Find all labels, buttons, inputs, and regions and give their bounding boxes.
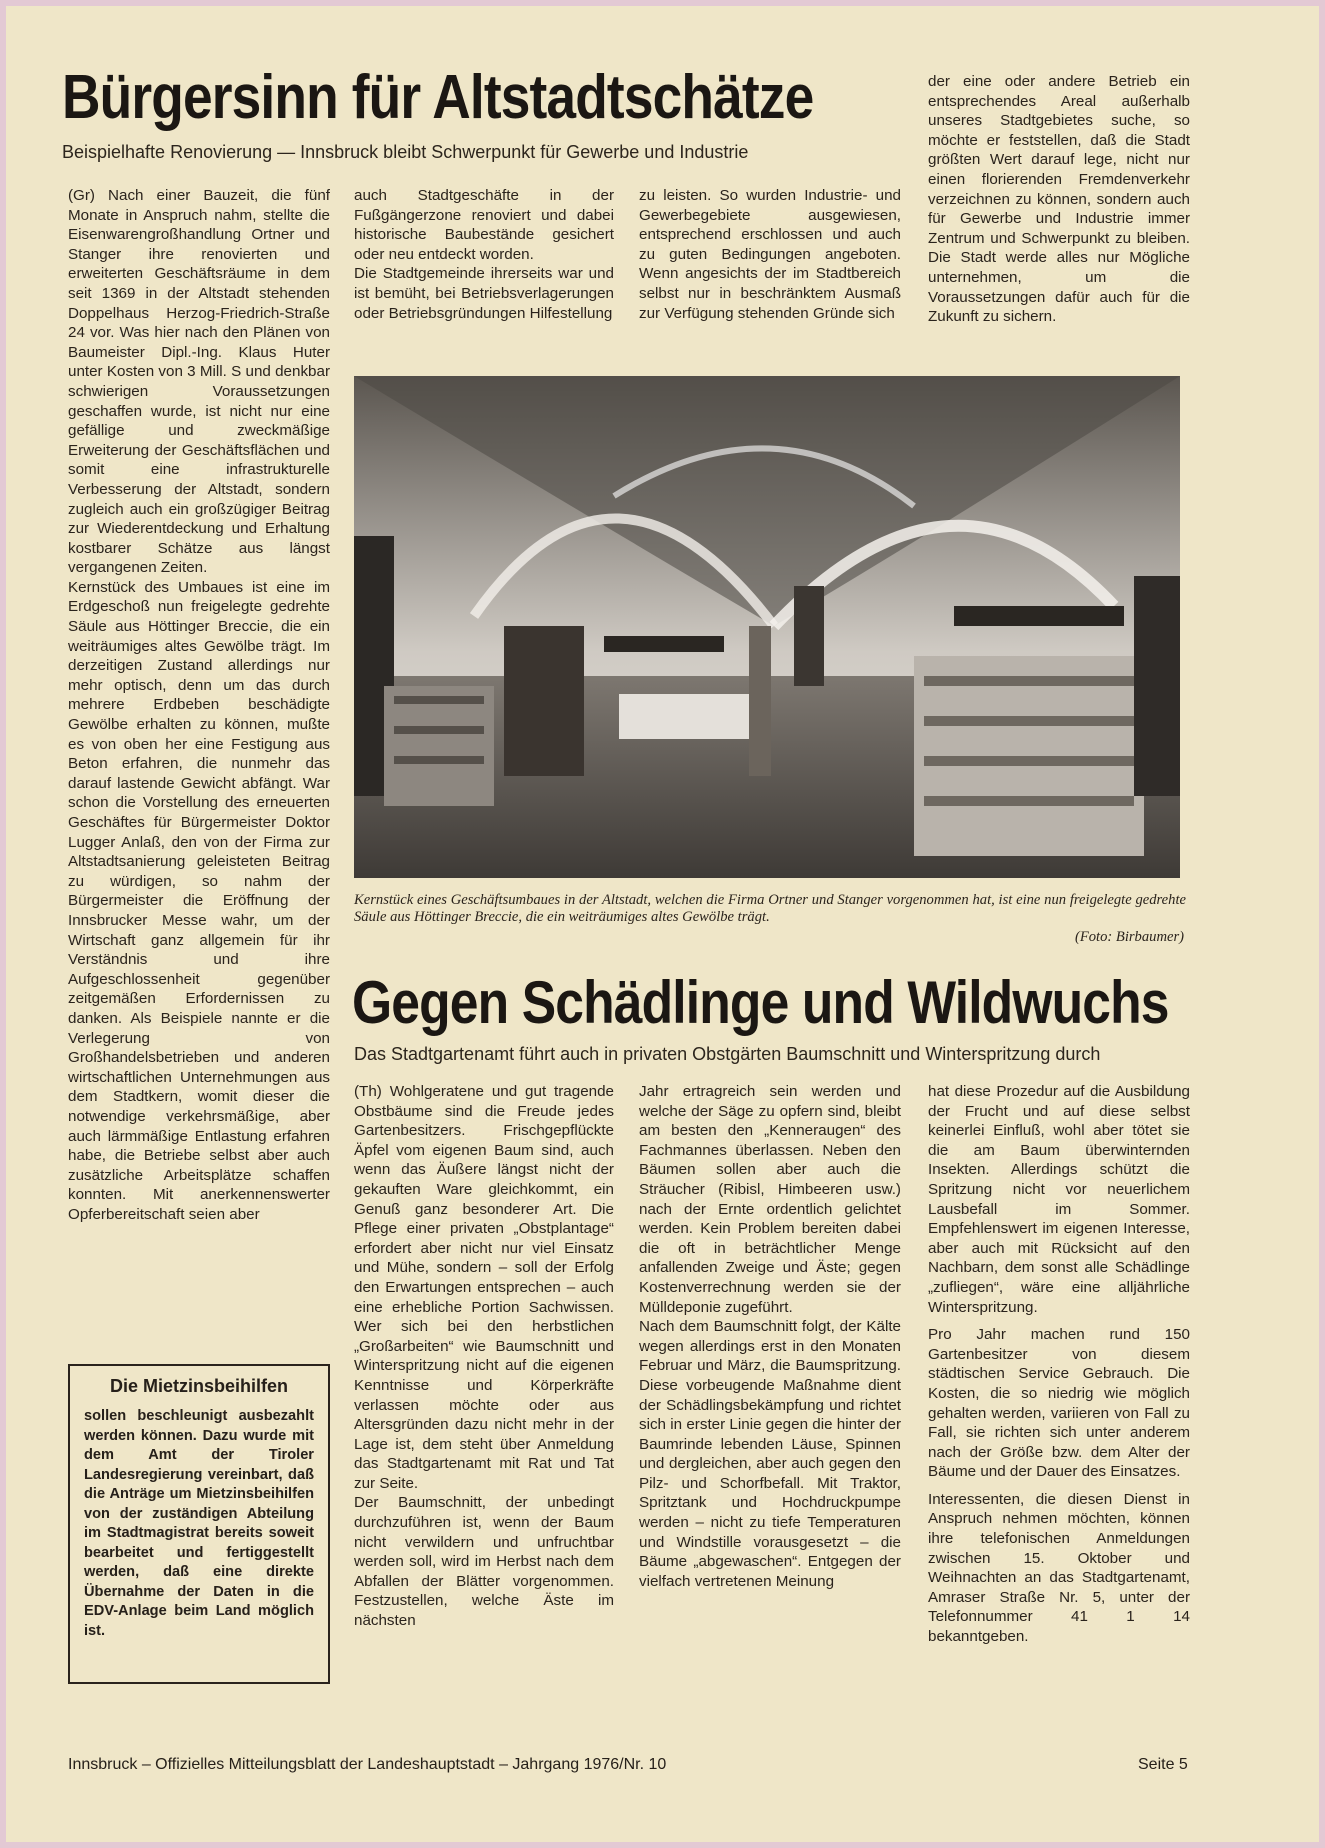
article2-paragraph: hat diese Prozedur auf die Ausbildung der Frucht und auf diese selbst keinerlei Einfluß, wohl aber tötet sie die am Baum überwinternden Insekten. Allerdings schützt die Spritzung nicht vor neuerlichem Lausbefall im Sommer. Empfehlenswert im eigenen Interesse, aber auch mit Rücksicht auf den Nachbarn, dem sonst alle Schädlinge „zufliegen“, wäre eine alljährliche Winterspritzung. [928, 1083, 1190, 1316]
info-box-title: Die Mietzinsbeihilfen [109, 1376, 289, 1396]
article2-column-1 [354, 1082, 614, 1631]
article2-paragraph: Interessenten, die diesen Dienst in Anspruch nehmen möchten, können ihre telefonischen Anmeldungen zwischen 15. Oktober und Weihnachten an das Stadtgartenamt, Amraser Straße Nr. 5, unter der Telefonnummer 41 1 14 bekanntgeben. [928, 1490, 1190, 1646]
info-box-body: sollen beschleunigt ausbezahlt werden können. Dazu wurde mit dem Amt der Tiroler Landesregierung vereinbart, daß die Anträge um Mietzinsbeihilfen von der zuständigen Abteilung im Stadtmagistrat bereits soweit bearbeitet und fertiggestellt werden, daß eine direkte Übernahme der Daten in die EDV-Anlage beim Land möglich ist. [84, 1408, 314, 1639]
article1-subtitle: Beispielhafte Renovierung — Innsbruck bleibt Schwerpunkt für Gewerbe und Industrie [62, 142, 749, 162]
article1-paragraph: Kernstück des Umbaues ist eine im Erdgeschoß nun freigelegte gedrehte Säule aus Höttinger Breccie, die ein weiträumiges altes Gewölbe trägt. Im derzeitigen Zustand allerdings nur mehr optisch, denn um das durch mehrere Erdbeben beschädigte Gewölbe erhalten zu können, mußte es von oben her eine Festigung aus Beton erfahren, die nunmehr das darauf lastende Gewicht abfängt. War schon die Vorstellung des erneuerten Geschäftes für Bürgermeister Doktor Lugger Anlaß, den von der Firma zur Altstadtsanierung geleisteten Beitrag zu würdigen, so nahm der Bürgermeister die Eröffnung der Innsbrucker Messe wahr, um der Wirtschaft ganz allgemein für ihr Verständnis und ihre Aufgeschlossenheit gegenüber zeitgemäßen Erfordernissen zu danken. Als Beispiele nannte er die Verlegerung von Großhandelsbetrieben und anderen wirtschaftlichen Unternehmungen aus dem Stadtkern, womit dieser die notwendige verkehrsmäßige, aber auch lärmmäßige Entlastung erfahren habe, die Betriebe selbst aber auch zusätzliche Arbeitsplätze schaffen konnten. Mit anerkennenswerter Opferbereitschaft seien aber [68, 578, 330, 1223]
article1-headline: Bürgersinn für Altstadtschätze [62, 63, 814, 132]
article2-paragraph: (Th) Wohlgeratene und gut tragende Obstbäume sind die Freude jedes Gartenbesitzers. Frischgepflückte Äpfel vom eigenen Baum sind, auch wenn das Äußere längst nicht der gekauften Ware gleichkommt, ein Genuß ganz besonderer Art. Die Pflege einer privaten „Obstplantage“ erfordert aber nicht nur viel Einsatz und Mühe, sondern – soll der Erfolg den Erwartungen entsprechen – auch eine erhebliche Portion Sachwissen. Wer sich bei den herbstlichen „Großarbeiten“ wie Baumschnitt und Winterspritzung nicht auf die eigenen Kenntnisse und Körperkräfte verlassen möchte oder aus Altersgründen dazu nicht mehr in der Lage ist, dem steht über Anmeldung das Stadtgartenamt mit Rat und Tat zur Seite. [354, 1083, 614, 1492]
publication-footer: Innsbruck – Offizielles Mitteilungsblatt der Landeshauptstadt – Jahrgang 1976/Nr. 10 [68, 1756, 667, 1773]
article2-paragraph: Pro Jahr machen rund 150 Gartenbesitzer von diesem städtischen Service Gebrauch. Die Kosten, die so niedrig wie möglich gehalten werden, variieren von Fall zu Fall, sie richten sich unter anderem nach der Größe bzw. dem Alter der Bäume und der Dauer des Einsatzes. [928, 1326, 1190, 1481]
photo-credit: (Foto: Birbaumer) [1074, 929, 1184, 945]
article1-column-4 [928, 72, 1190, 327]
page-number: Seite 5 [1138, 1756, 1188, 1773]
article1-paragraph: auch Stadtgeschäfte in der Fußgängerzone renoviert und dabei historische Baubestände gesichert oder neu entdeckt worden. [354, 187, 614, 263]
article1-column-1 [68, 186, 330, 1224]
article2-column-3 [928, 1082, 1190, 1647]
article1-paragraph: (Gr) Nach einer Bauzeit, die fünf Monate in Anspruch nahm, stellte die Eisenwarengroßhandlung Ortner und Stanger ihre renovierten und erweiterten Geschäftsräume in dem seit 1369 in der Altstadt stehenden Doppelhaus Herzog-Friedrich-Straße 24 vor. Was hier nach den Plänen von Baumeister Dipl.-Ing. Klaus Huter unter Kosten von 3 Mill. S und denkbar schwierigen Voraussetzungen geschaffen wurde, ist nicht nur eine gefällige und zweckmäßige Erweiterung der Geschäftsflächen und somit eine infrastrukturelle Verbesserung der Altstadt, sondern zugleich auch ein großzügiger Beitrag zur Wiederentdeckung und Erhaltung kostbarer Schätze aus längst vergangenen Zeiten. [68, 187, 330, 577]
article2-column-2 [639, 1082, 901, 1591]
article1-paragraph: zu leisten. So wurden Industrie- und Gewerbegebiete ausgewiesen, entsprechend erschlossen und auch zu guten Bedingungen angeboten. Wenn angesichts der im Stadtbereich selbst nur in beschränktem Ausmaß zur Verfügung stehenden Gründe sich [639, 187, 901, 322]
article2-paragraph: Jahr ertragreich sein werden und welche der Säge zu opfern sind, bleibt am besten den „Kenneraugen“ des Fachmannes überlassen. Neben den Bäumen sollen aber auch die Sträucher (Ribisl, Himbeeren usw.) nach der Ernte ordentlich gelichtet werden. Kein Problem bereiten dabei die oft in beträchtlicher Menge anfallenden Zweige und Äste; gegen Kostenverrechnung werden sie der Mülldeponie zugeführt. [639, 1083, 901, 1316]
article2-subtitle: Das Stadtgartenamt führt auch in privaten Obstgärten Baumschnitt und Winterspritzung durch [354, 1044, 1101, 1064]
article1-column-2 [354, 186, 614, 323]
vaulted-shop-illustration [354, 376, 1180, 878]
article2-headline: Gegen Schädlinge und Wildwuchs [352, 969, 1169, 1036]
info-box [68, 1364, 330, 1684]
article1-paragraph: Die Stadtgemeinde ihrerseits war und ist bemüht, bei Betriebsverlagerungen oder Betriebsgründungen Hilfestellung [354, 265, 614, 322]
article2-paragraph: Der Baumschnitt, der unbedingt durchzuführen ist, wenn der Baum nicht verwildern und unfruchtbar werden soll, wird im Herbst nach dem Abfallen der Blätter vorgenommen. Festzustellen, welche Äste im nächsten [354, 1494, 614, 1630]
store-interior-photo [354, 376, 1180, 878]
article2-paragraph: Nach dem Baumschnitt folgt, der Kälte wegen allerdings erst in den Monaten Februar und März, die Baumspritzung. Diese vorbeugende Maßnahme dient der Schädlingsbekämpfung und richtet sich in erster Linie gegen die hinter der Baumrinde lebenden Läuse, Spinnen und dergleichen, aber auch gegen den Pilz- und Schorfbefall. Mit Traktor, Spritztank und Hochdruckpumpe werden – nicht zu tiefe Temperaturen und Windstille vorausgesetzt – die Bäume „abgewaschen“. Entgegen der vielfach vertretenen Meinung [639, 1318, 901, 1590]
article1-column-3 [639, 186, 901, 323]
photo-caption: Kernstück eines Geschäftsumbaues in der Altstadt, welchen die Firma Ortner und Stanger vorgenommen hat, ist eine nun freigelegte gedrehte Säule aus Höttinger Breccie, die ein weiträumiges altes Gewölbe trägt. [354, 892, 1186, 925]
article1-paragraph: der eine oder andere Betrieb ein entsprechendes Areal außerhalb unseres Stadtgebietes suche, so möchte er feststellen, daß die Stadt größten Wert darauf lege, nicht nur einen florierenden Fremdenverkehr verzeichnen zu können, sondern auch für Gewerbe und Industrie immer Zentrum und Schwerpunkt zu bleiben. Die Stadt werde alles nur Mögliche unternehmen, um die Voraussetzungen dafür auch für die Zukunft zu sichern. [928, 73, 1190, 326]
